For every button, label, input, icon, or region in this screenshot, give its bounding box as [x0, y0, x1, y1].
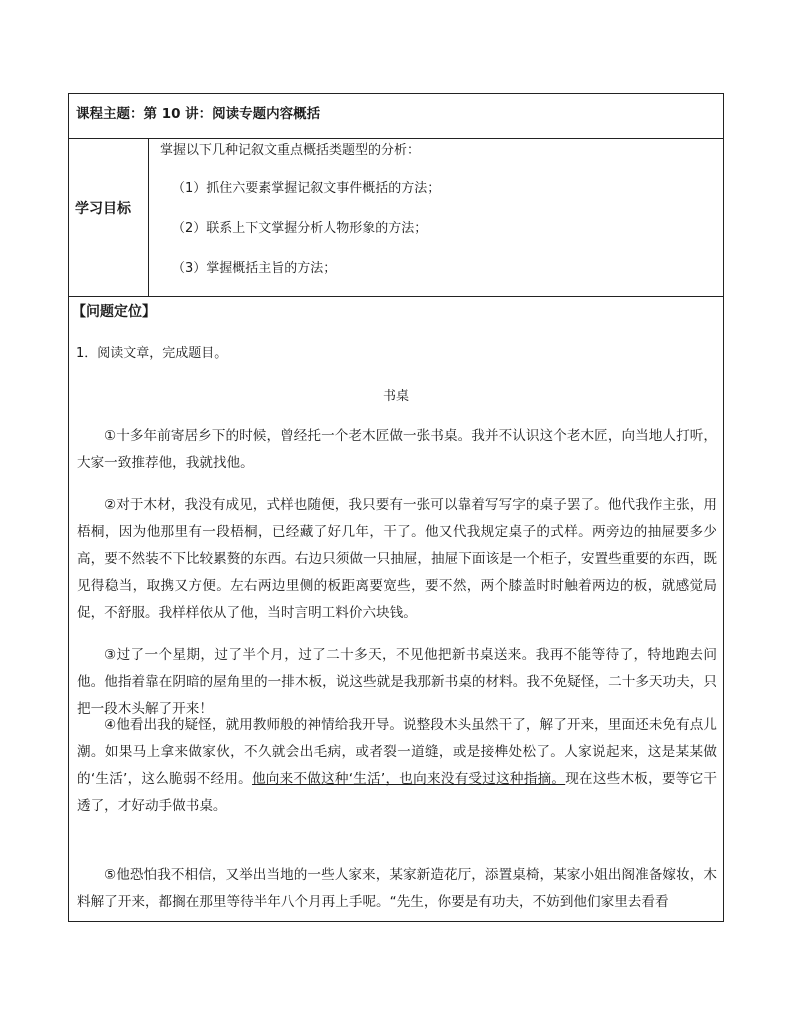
row-divider-2 — [68, 296, 724, 297]
paragraph-4-text-c: 现在这些木板，要等它干透了，才好动手做书桌。 — [77, 771, 718, 814]
goals-intro: 掌握以下几种记叙文重点概括类题型的分析： — [160, 143, 421, 158]
paragraph-3-text: ③过了一个星期，过了半个月，过了二十多天，不见他把新书桌送来。我再不能等待了，特地跑去问他。他指着靠在阴暗的屋角里的一排木板，说这些就是我那新书桌的材料。我不免疑怪，二十多天功夫，只把一段木头解了开来！ — [77, 647, 717, 717]
paragraph-2-text: ②对于木材，我没有成见，式样也随便，我只要有一张可以靠着写写字的桌子罢了。他代我作主张，用梧桐，因为他那里有一段梧桐，已经藏了好几年，干了。他又代我规定桌子的式样。两旁边的抽屉要多少高，要不然装不下比较累赘的东西。右边只须做一只抽屉，抽屉下面该是一个柜子，安置些重要的东西，既见得稳当，取携又方便。左右两边里侧的板距离要宽些，要不然，两个膝盖时时触着两边的板，就感觉局促，不舒服。我样样依从了他，当时言明工料价六块钱。 — [77, 497, 717, 621]
article-title: 书桌 — [382, 389, 409, 404]
goal-item-2: （2）联系上下文掌握分析人物形象的方法； — [172, 221, 428, 236]
course-title: 课程主题：第 10 讲：阅读专题内容概括 — [76, 106, 321, 122]
row-divider-1 — [68, 138, 724, 139]
goal-item-1: （1）抓住六要素掌握记叙文事件概括的方法； — [172, 181, 441, 196]
paragraph-1 — [77, 423, 717, 477]
paragraph-4-text-a: ④他看出我的疑怪，就用教师般的神情给我开导。说整段木头虽然干了，解了开来，里面还未免有点儿潮。如果马上拿来做家伙，不久就会出毛病，或者裂一道缝，或是接榫处松了。人家说起来，这是某某做的‘生活’，这么脆弱不经用。 — [77, 717, 717, 787]
question-prompt: 1．阅读文章，完成题目。 — [76, 346, 228, 361]
column-divider — [148, 138, 149, 296]
paragraph-2 — [77, 492, 717, 627]
paragraph-1-text: ①十多年前寄居乡下的时候，曾经托一个老木匠做一张书桌。我并不认识这个老木匠，向当地人打听，大家一致推荐他，我就找他。 — [77, 428, 717, 471]
paragraph-5 — [77, 862, 717, 918]
paragraph-4-underlined-sentence: 他向来不做这种‘生活’，也向来没有受过这种指摘。 — [251, 771, 566, 787]
goals-label: 学习目标 — [75, 201, 131, 217]
paragraph-4 — [77, 712, 717, 820]
paragraph-5-text: ⑤他恐怕我不相信，又举出当地的一些人家来，某家新造花厅，添置桌椅，某家小姐出阁准备嫁妆，木料解了开来，都搁在那里等待半年八个月再上手呢。“先生，你要是有功夫，不妨到他们家里去看看 — [77, 867, 717, 910]
paragraph-3 — [77, 642, 717, 723]
section-heading: 【问题定位】 — [72, 304, 156, 320]
goal-item-3: （3）掌握概括主旨的方法； — [172, 261, 337, 276]
